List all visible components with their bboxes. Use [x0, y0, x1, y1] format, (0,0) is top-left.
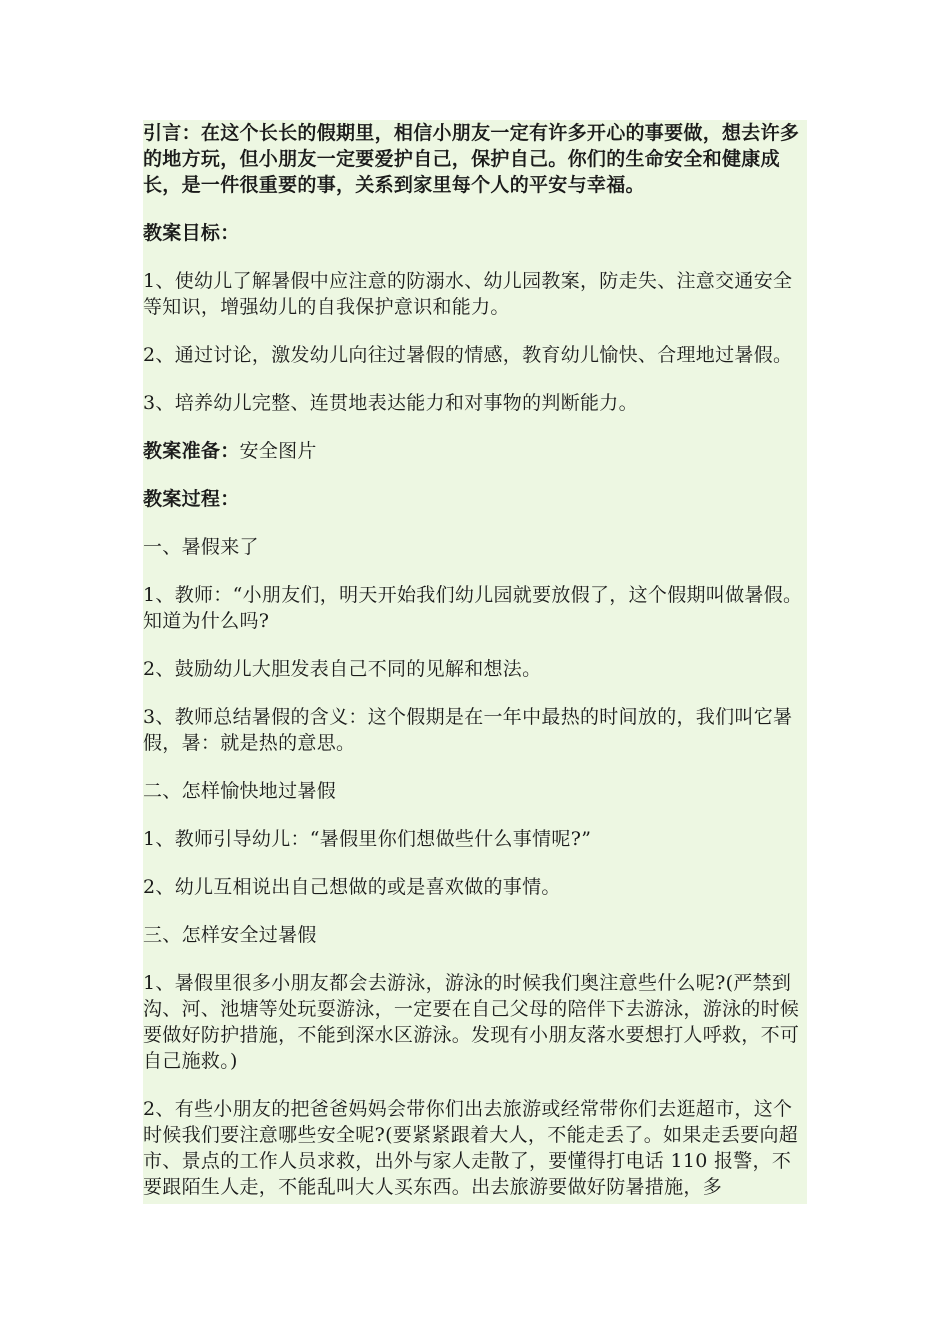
prep-heading: 教案准备：: [143, 440, 240, 462]
prep-value: 安全图片: [239, 440, 317, 462]
process-heading: 教案过程：: [143, 488, 240, 510]
prep-line: [143, 438, 807, 464]
section-item: 1、暑假里很多小朋友都会去游泳，游泳的时候我们奥注意些什么呢?(严禁到沟、河、池塘等处玩耍游泳，一定要在自己父母的陪伴下去游泳，游泳的时候要做好防护措施，不能到深水区游泳。发现有小朋友落水要想打人呼救，不可自己施救。): [143, 972, 800, 1072]
goals-heading: 教案目标：: [143, 222, 240, 244]
section-item: 1、教师引导幼儿：“暑假里你们想做些什么事情呢?”: [143, 828, 592, 850]
article-body: [143, 120, 807, 1204]
section-title: 三、怎样安全过暑假: [143, 924, 317, 946]
section-item: 2、有些小朋友的把爸爸妈妈会带你们出去旅游或经常带你们去逛超市，这个时候我们要注意哪些安全呢?(要紧紧跟着大人，不能走丢了。如果走丢要向超市、景点的工作人员求救，出外与家人走散了，要懂得打电话 110 报警，不要跟陌生人走，不能乱叫大人买东西。出去旅游要做好防暑措施，多: [143, 1098, 799, 1198]
goal-item: 2、通过讨论，激发幼儿向往过暑假的情感，教育幼儿愉快、合理地过暑假。: [143, 344, 793, 366]
section-item: 3、教师总结暑假的含义：这个假期是在一年中最热的时间放的，我们叫它暑假，暑：就是热的意思。: [143, 706, 793, 754]
section-item: 2、鼓励幼儿大胆发表自己不同的见解和想法。: [143, 658, 542, 680]
goal-item: 1、使幼儿了解暑假中应注意的防溺水、幼儿园教案，防走失、注意交通安全等知识，增强幼儿的自我保护意识和能力。: [143, 270, 793, 318]
section-title: 二、怎样愉快地过暑假: [143, 780, 337, 802]
section-item: 2、幼儿互相说出自己想做的或是喜欢做的事情。: [143, 876, 561, 898]
intro-paragraph: 引言：在这个长长的假期里，相信小朋友一定有许多开心的事要做，想去许多的地方玩，但小朋友一定要爱护自己，保护自己。你们的生命安全和健康成长，是一件很重要的事，关系到家里每个人的平安与幸福。: [143, 122, 800, 196]
goal-item: 3、培养幼儿完整、连贯地表达能力和对事物的判断能力。: [143, 392, 638, 414]
section-title: 一、暑假来了: [143, 536, 259, 558]
section-item: 1、教师：“小朋友们，明天开始我们幼儿园就要放假了，这个假期叫做暑假。知道为什么吗?: [143, 584, 803, 632]
